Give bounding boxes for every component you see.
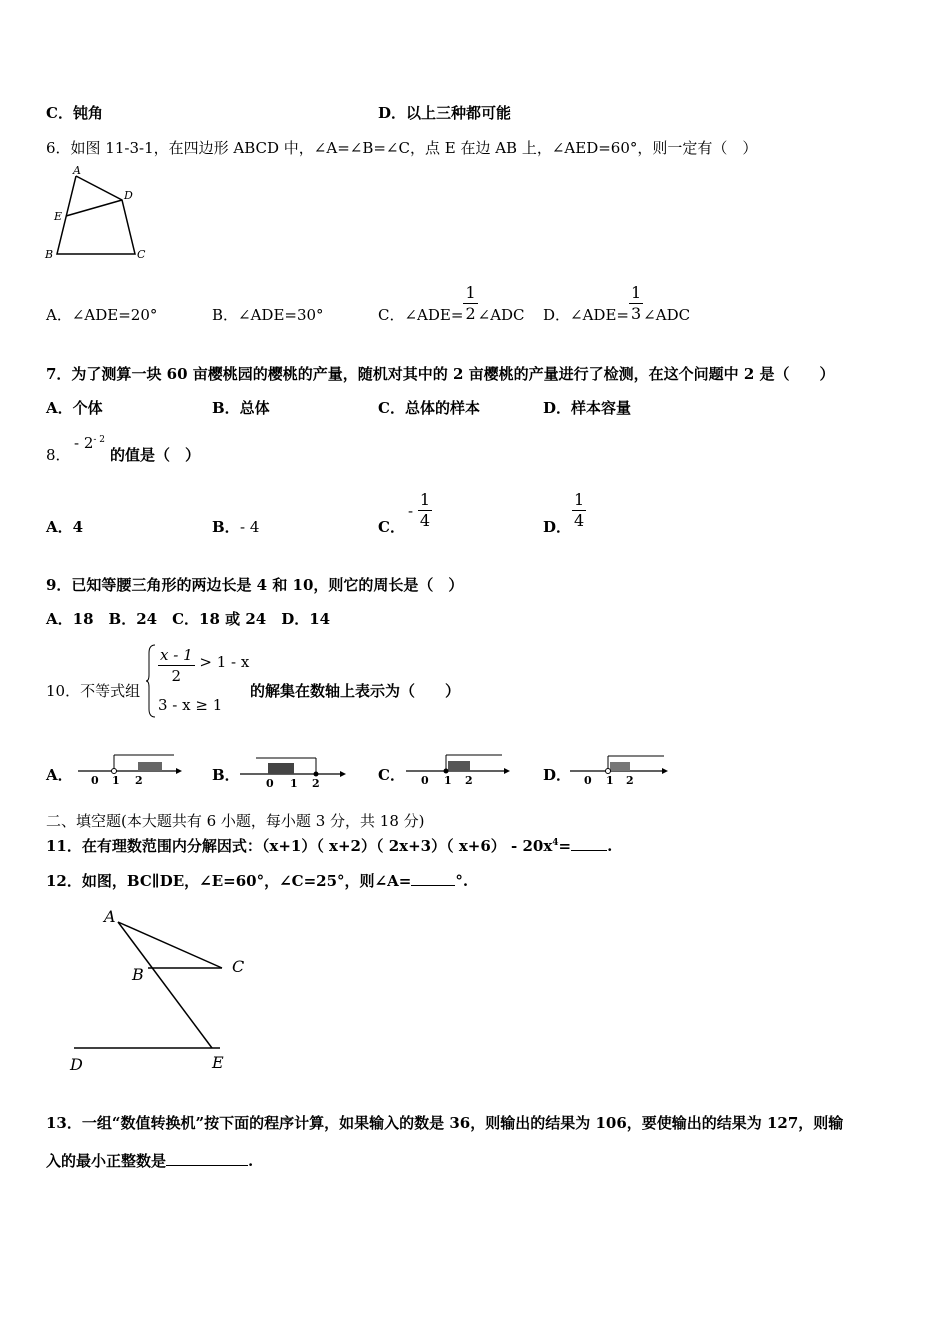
q8-c-fraction: $\frac{1}{4}$ xyxy=(419,490,431,530)
q10-numberline-b xyxy=(238,750,350,790)
q12-answer-blank[interactable] xyxy=(411,885,455,886)
tick-1: 1 xyxy=(290,777,298,790)
segment-ae xyxy=(118,922,212,1048)
q8-option-b-label: B． xyxy=(212,518,240,536)
q6-option-d xyxy=(543,282,690,325)
label-e: E xyxy=(212,1053,224,1072)
q8-stem-tail: 的值是（ ） xyxy=(110,446,201,464)
q13-line-1: 13．一组“数值转换机”按下面的程序计算，如果输入的数是 36，则输出的结果为 106，要使输出的结果为 127，则输 xyxy=(46,1114,844,1132)
q8-option-d-label: D． xyxy=(543,518,572,536)
q10-numberline-c xyxy=(404,750,514,790)
q10-option-c: C． xyxy=(378,766,405,784)
q10-stem-tail: 的解集在数轴上表示为（ ） xyxy=(250,682,461,700)
segment-ed xyxy=(66,200,122,216)
q11-answer-blank[interactable] xyxy=(571,850,607,851)
q8-option-a: A．4 xyxy=(46,518,84,536)
q6-stem: 6．如图 11-3-1，在四边形 ABCD 中，∠A=∠B=∠C，点 E 在边 AB 上，∠AED=60°，则一定有（ ） xyxy=(46,139,758,157)
q6-c-prefix: C．∠ADE= xyxy=(378,306,464,324)
tick-1: 1 xyxy=(606,774,614,787)
q6-figure-quadrilateral xyxy=(40,162,160,267)
q6-c-fraction: $\frac{1}{2}$ xyxy=(465,283,476,323)
q9-stem: 9．已知等腰三角形的两边长是 4 和 10，则它的周长是（ ） xyxy=(46,576,464,594)
q8-number: 8． xyxy=(46,446,71,464)
label-c: C xyxy=(232,957,245,976)
q5-option-d: D．以上三种都可能 xyxy=(378,104,512,122)
q10-number: 10．不等式组 xyxy=(46,682,141,700)
label-e: E xyxy=(54,210,63,223)
q10-option-b: B． xyxy=(212,766,240,784)
tick-2: 2 xyxy=(465,774,473,787)
q8-option-b-value: - 4 xyxy=(240,518,260,536)
q7-option-c: C．总体的样本 xyxy=(378,399,480,417)
q12-figure xyxy=(60,900,260,1080)
label-a: A xyxy=(104,907,116,926)
q8-option-c-value: - $\frac{1}{4}$ xyxy=(408,490,431,530)
tick-0: 0 xyxy=(584,774,592,787)
q11-stem: 11．在有理数范围内分解因式：（x+1）（ x+2）（ 2x+3）（ $x+6) - 20x^4=$ . xyxy=(46,837,613,855)
label-b: B xyxy=(45,248,54,261)
q10-brace xyxy=(145,643,157,719)
q10-numberline-d xyxy=(568,750,672,790)
segment-ac xyxy=(118,922,222,968)
tick-1: 1 xyxy=(112,774,120,787)
q10-numberline-a xyxy=(76,750,186,790)
tick-2: 2 xyxy=(135,774,143,787)
label-c: C xyxy=(137,248,146,261)
q8-d-fraction: $\frac{1}{4}$ xyxy=(574,490,585,530)
q7-option-b: B．总体 xyxy=(212,399,270,417)
label-a: A xyxy=(73,164,81,177)
q6-option-a: A．∠ADE=20° xyxy=(46,306,158,324)
tick-2: 2 xyxy=(626,774,634,787)
label-d: D xyxy=(70,1055,83,1074)
q10-inequality-1: $\frac{x - 1}{2}$ > 1 - x xyxy=(160,646,250,685)
q6-d-prefix: D．∠ADE= xyxy=(543,306,629,324)
q10-option-a: A． xyxy=(46,766,73,784)
tick-0: 0 xyxy=(91,774,99,787)
q13-line-2: 入的最小正整数是 . xyxy=(46,1152,254,1170)
label-b: B xyxy=(132,965,144,984)
q8-expression: - $2^{- 2}$ xyxy=(74,434,106,452)
q12-stem: 12．如图，BC∥DE，∠E=60°，∠C=25°，则∠A= °. xyxy=(46,872,469,890)
label-d: D xyxy=(124,189,133,202)
q6-d-fraction: $\frac{1}{3}$ xyxy=(630,283,642,323)
q7-option-a: A．个体 xyxy=(46,399,103,417)
section-2-heading: 二、填空题(本大题共有 6 小题，每小题 3 分，共 18 分) xyxy=(46,812,425,830)
q6-d-suffix: ∠ADC xyxy=(643,305,691,324)
q7-option-d: D．样本容量 xyxy=(543,399,632,417)
tick-2: 2 xyxy=(312,777,320,790)
q7-stem: 7．为了测算一块 60 亩樱桃园的樱桃的产量，随机对其中的 2 亩樱桃的产量进行了检测，在这个问题中 2 是（ ） xyxy=(46,365,835,383)
q8-option-c-label: C． xyxy=(378,518,405,536)
q13-answer-blank[interactable] xyxy=(166,1165,248,1166)
q9-options: A．18 B．24 C．18 或 24 D．14 xyxy=(46,610,331,628)
tick-0: 0 xyxy=(421,774,429,787)
tick-0: 0 xyxy=(266,777,274,790)
q8-option-d-value xyxy=(572,490,586,531)
q10-inequality-2: 3 - x ≥ 1 xyxy=(158,696,223,714)
q10-option-d: D． xyxy=(543,766,572,784)
q6-option-b: B．∠ADE=30° xyxy=(212,306,324,324)
q6-option-c xyxy=(378,282,525,325)
q5-option-c: C．钝角 xyxy=(46,104,103,122)
tick-1: 1 xyxy=(444,774,452,787)
q6-c-suffix: ∠ADC xyxy=(477,305,525,324)
